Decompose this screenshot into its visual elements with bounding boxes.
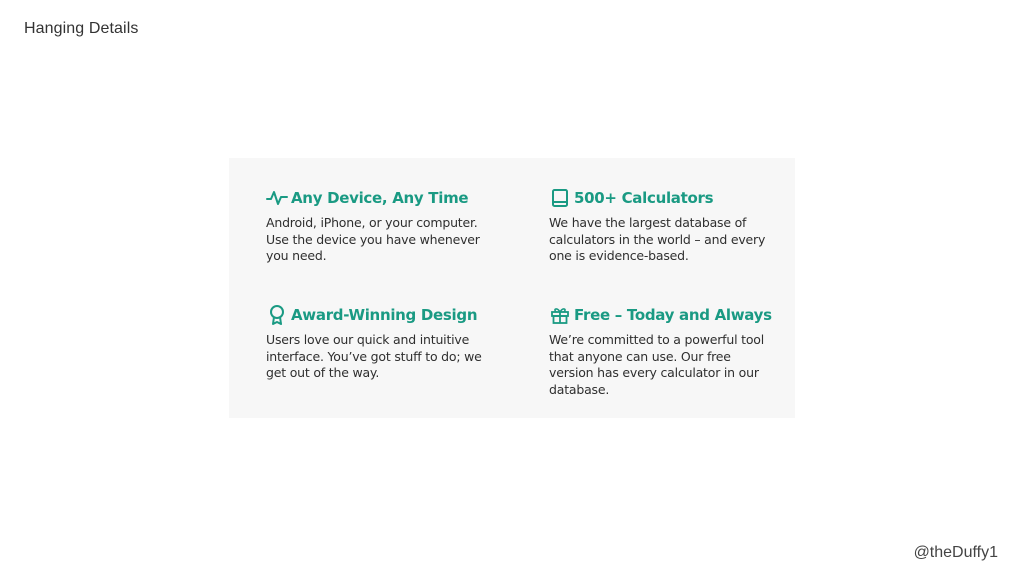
feature-title: Free – Today and Always: [574, 306, 772, 324]
feature-description: Users love our quick and intuitive interface. You’ve got stuff to do; we get out of the way.: [266, 332, 482, 380]
feature-description: We’re committed to a powerful tool that anyone can use. Our free version has every calculator in our database.: [549, 332, 764, 397]
feature-header: [549, 186, 789, 210]
book-icon: [549, 187, 571, 209]
feature-any-device: [266, 186, 506, 265]
feature-description: We have the largest database of calculators in the world – and every one is evidence-based.: [549, 215, 766, 263]
feature-title: 500+ Calculators: [574, 189, 714, 207]
features-panel: [229, 158, 795, 418]
feature-header: [549, 303, 789, 327]
slide-title: Hanging Details: [24, 20, 139, 37]
award-ribbon-icon: [266, 304, 288, 326]
feature-header: [266, 303, 506, 327]
gift-icon: [549, 304, 571, 326]
feature-header: [266, 186, 506, 210]
feature-description: Android, iPhone, or your computer. Use the device you have whenever you need.: [266, 215, 480, 263]
author-handle: @theDuffy1: [913, 544, 998, 561]
feature-calculators: [549, 186, 789, 265]
feature-free: [549, 303, 789, 398]
feature-title: Any Device, Any Time: [291, 189, 469, 207]
feature-award-winning: [266, 303, 506, 382]
feature-title: Award-Winning Design: [291, 306, 478, 324]
activity-pulse-icon: [266, 187, 288, 209]
